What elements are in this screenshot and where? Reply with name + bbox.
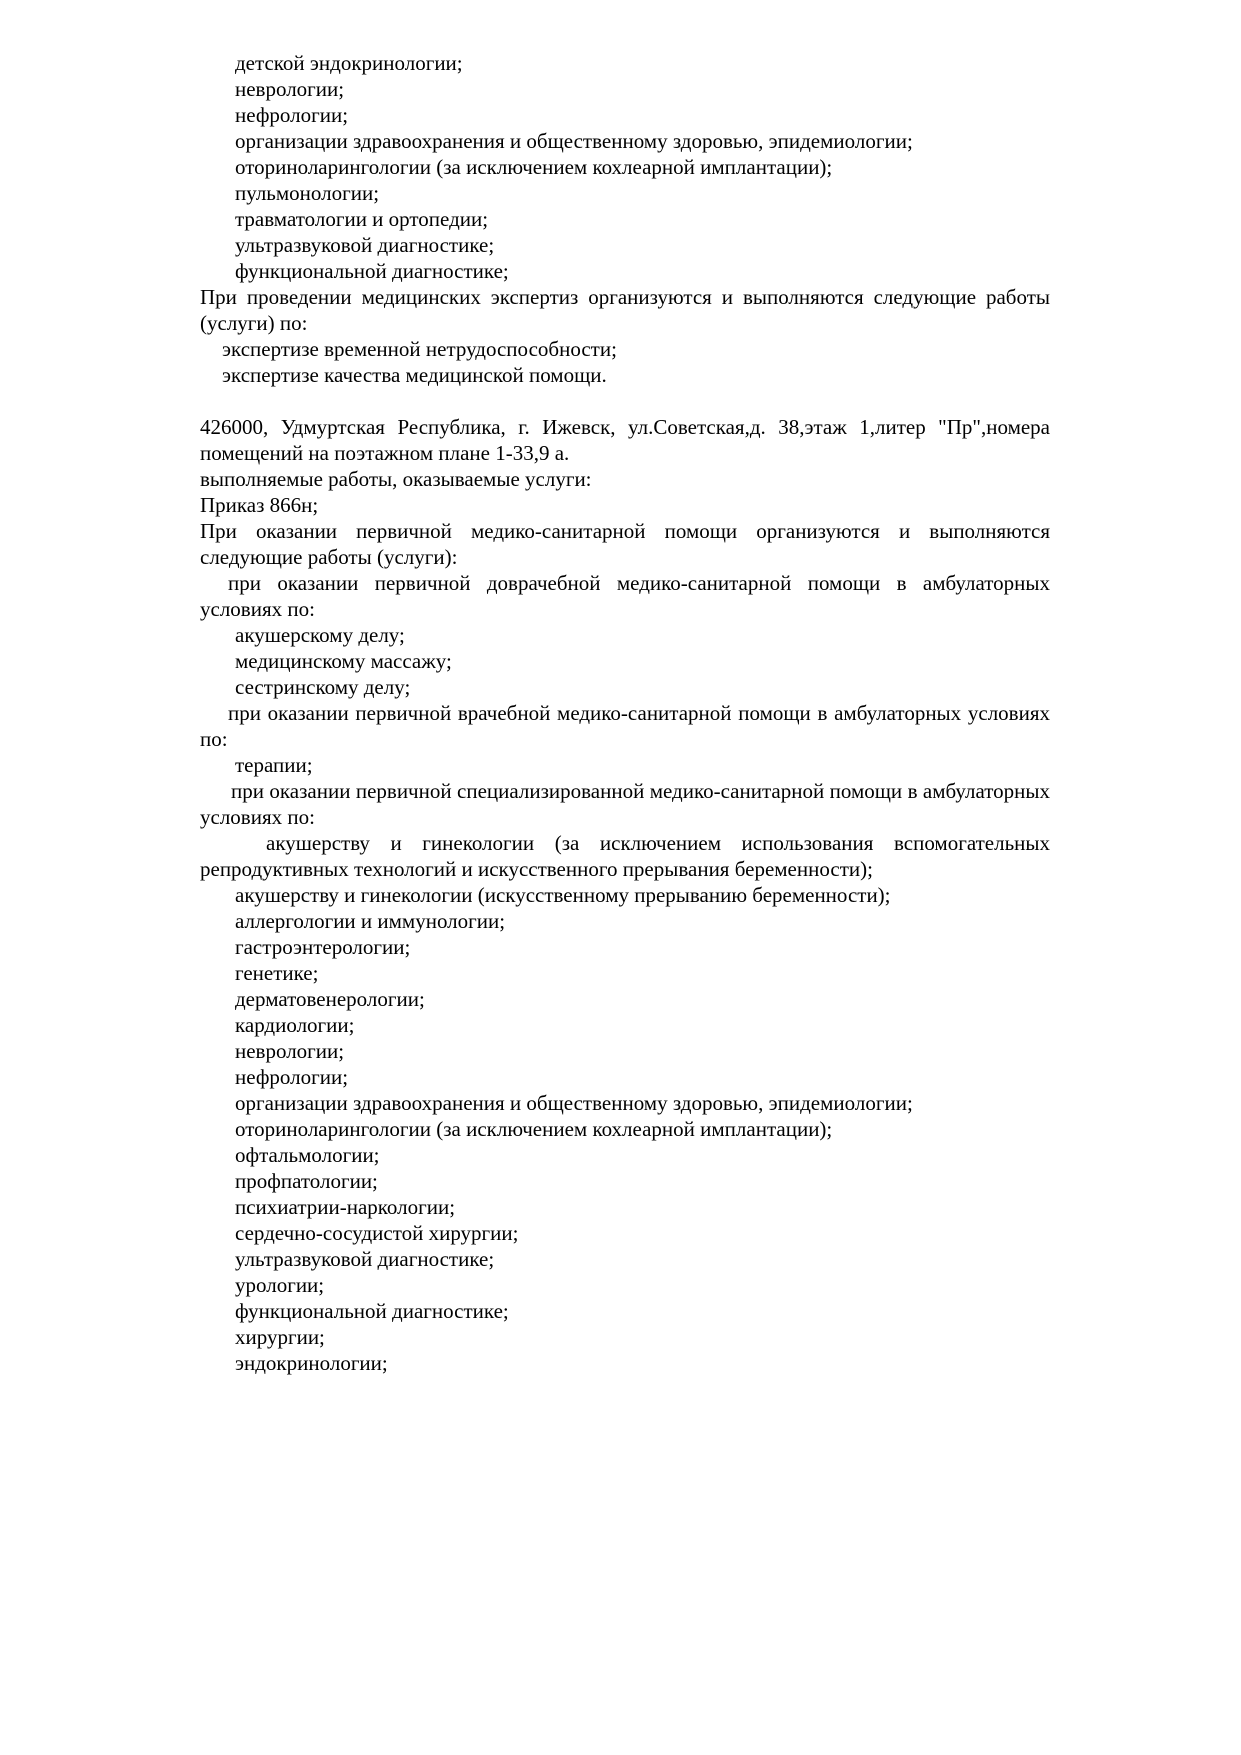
text-line: терапии; (235, 753, 313, 777)
text-line: генетике; (235, 961, 319, 985)
text-line: организации здравоохранения и общественному здоровью, эпидемиологии; (235, 1091, 913, 1115)
text-line: ультразвуковой диагностике; (235, 233, 495, 257)
text-line: Приказ 866н; (200, 493, 319, 517)
text-line: при оказании первичной специализированной медико-санитарной помощи в амбулаторных условиях по: (200, 779, 1050, 829)
text-line: при оказании первичной врачебной медико-санитарной помощи в амбулаторных условиях по: (200, 701, 1050, 751)
text-line: пульмонологии; (235, 181, 380, 205)
text-line: нефрологии; (235, 103, 349, 127)
text-line: ультразвуковой диагностике; (235, 1247, 495, 1271)
text-line: сердечно-сосудистой хирургии; (235, 1221, 519, 1245)
text-line: детской эндокринологии; (235, 51, 463, 75)
text-line: сестринскому делу; (235, 675, 411, 699)
text-line: организации здравоохранения и общественному здоровью, эпидемиологии; (235, 129, 913, 153)
text-line: дерматовенерологии; (235, 987, 425, 1011)
text-line: При оказании первичной медико-санитарной помощи организуются и выполняются следующие работы (услуги): (200, 519, 1050, 569)
text-line: выполняемые работы, оказываемые услуги: (200, 467, 592, 491)
text-line: оториноларингологии (за исключением кохлеарной имплантации); (235, 1117, 833, 1141)
text-line: акушерскому делу; (235, 623, 405, 647)
text-line: психиатрии-наркологии; (235, 1195, 456, 1219)
text-line: гастроэнтерологии; (235, 935, 411, 959)
text-line: хирургии; (235, 1325, 325, 1349)
text-line: акушерству и гинекологии (за исключением использования вспомогательных репродуктивных технологий и искусственного прерывания беременности); (200, 831, 1050, 881)
blank-line (200, 388, 1050, 414)
text-line: нефрологии; (235, 1065, 349, 1089)
text-line: аллергологии и иммунологии; (235, 909, 506, 933)
text-line: акушерству и гинекологии (искусственному прерыванию беременности); (235, 883, 891, 907)
text-line: оториноларингологии (за исключением кохлеарной имплантации); (235, 155, 833, 179)
text-line: эндокринологии; (235, 1351, 388, 1375)
text-line: экспертизе временной нетрудоспособности; (222, 337, 617, 361)
text-line: 426000, Удмуртская Республика, г. Ижевск, ул.Советская,д. 38,этаж 1,литер "Пр",номера помещений на поэтажном плане 1-33,9 а. (200, 415, 1050, 465)
text-line: травматологии и ортопедии; (235, 207, 489, 231)
text-line: функциональной диагностике; (235, 259, 509, 283)
text-line: кардиологии; (235, 1013, 355, 1037)
text-line: неврологии; (235, 77, 345, 101)
document-body (200, 50, 1050, 1376)
text-line: профпатологии; (235, 1169, 378, 1193)
text-line: экспертизе качества медицинской помощи. (222, 363, 607, 387)
text-line: офтальмологии; (235, 1143, 380, 1167)
text-line: При проведении медицинских экспертиз организуются и выполняются следующие работы (услуги) по: (200, 285, 1050, 335)
text-line: неврологии; (235, 1039, 345, 1063)
text-line: при оказании первичной доврачебной медико-санитарной помощи в амбулаторных условиях по: (200, 571, 1050, 621)
text-line: функциональной диагностике; (235, 1299, 509, 1323)
text-line: урологии; (235, 1273, 325, 1297)
text-line: медицинскому массажу; (235, 649, 452, 673)
